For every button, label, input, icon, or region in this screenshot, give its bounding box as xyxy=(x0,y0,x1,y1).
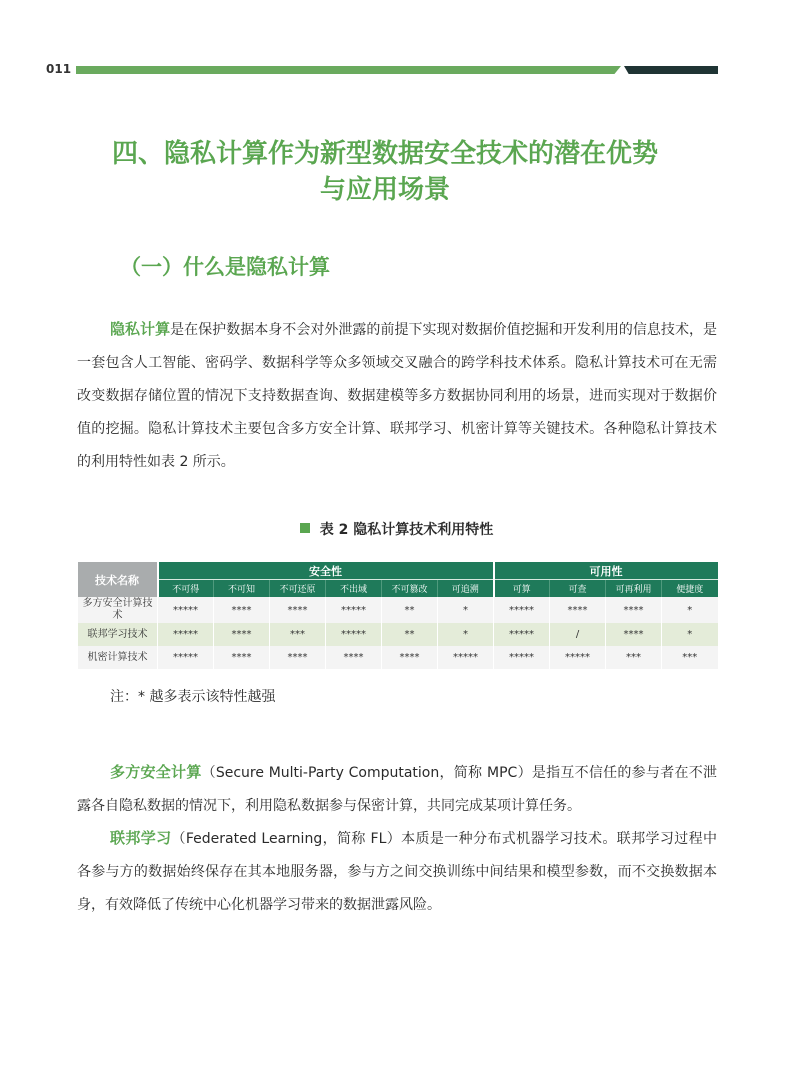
table-cell: **** xyxy=(214,646,270,669)
table-cell: *** xyxy=(606,646,662,669)
table-row xyxy=(78,623,718,646)
intro-term: 隐私计算 xyxy=(110,320,171,338)
table-cell: ***** xyxy=(326,623,382,646)
intro-paragraph xyxy=(77,313,717,479)
col-header-name: 技术名称 xyxy=(78,562,158,597)
table-cell: * xyxy=(438,623,494,646)
table-caption xyxy=(0,519,793,539)
col-header: 便捷度 xyxy=(662,580,718,598)
table-cell: **** xyxy=(270,597,326,623)
col-header: 不可篡改 xyxy=(382,580,438,598)
table-cell: ***** xyxy=(158,646,214,669)
table-cell: * xyxy=(662,597,718,623)
fl-text: （Federated Learning，简称 FL）本质是一种分布式机器学习技术。联邦学习过程中各参与方的数据始终保存在其本地服务器，参与方之间交换训练中间结果和模型参数，而不交换数据本身，有效降低了传统中心化机器学习带来的数据泄露风险。 xyxy=(77,831,717,913)
col-header: 不出域 xyxy=(326,580,382,598)
table-cell: *** xyxy=(662,646,718,669)
intro-text: 是在保护数据本身不会对外泄露的前提下实现对数据价值挖掘和开发利用的信息技术，是一套包含人工智能、密码学、数据科学等众多领域交叉融合的跨学科技术体系。隐私计算技术可在无需改变数据存储位置的情况下支持数据查询、数据建模等多方数据协同利用的场景，进而实现对于数据价值的挖掘。隐私计算技术主要包含多方安全计算、联邦学习、机密计算等关键技术。各种隐私计算技术的利用特性如表 2 所示。 xyxy=(77,322,717,470)
col-header: 可追溯 xyxy=(438,580,494,598)
table-cell: ** xyxy=(382,623,438,646)
chapter-title-line2: 与应用场景 xyxy=(319,175,450,205)
table-cell: * xyxy=(662,623,718,646)
mpc-text: （Secure Multi-Party Computation，简称 MPC）是指互不信任的参与者在不泄露各自隐私数据的情况下，利用隐私数据参与保密计算，共同完成某项计算任务。 xyxy=(77,765,717,814)
table-row xyxy=(78,646,718,669)
table-cell: ***** xyxy=(494,597,550,623)
mpc-paragraph xyxy=(77,756,717,823)
table-note: 注：* 越多表示该特性越强 xyxy=(110,689,276,705)
table-cell: **** xyxy=(270,646,326,669)
table-cell: ***** xyxy=(494,623,550,646)
table-cell: ***** xyxy=(438,646,494,669)
group-header-usability: 可用性 xyxy=(494,562,718,580)
header-bar-green xyxy=(76,66,621,74)
col-header: 不可知 xyxy=(214,580,270,598)
privacy-tech-table xyxy=(77,562,718,669)
page-number: 011 xyxy=(46,62,72,76)
table-cell: ***** xyxy=(326,597,382,623)
table-cell: **** xyxy=(214,623,270,646)
section-title: （一）什么是隐私计算 xyxy=(120,255,330,279)
mpc-term: 多方安全计算 xyxy=(110,763,202,781)
fl-paragraph xyxy=(77,822,717,922)
table-cell: **** xyxy=(550,597,606,623)
table-cell: / xyxy=(550,623,606,646)
group-header-security: 安全性 xyxy=(158,562,494,580)
table-row xyxy=(78,597,718,623)
col-header: 不可得 xyxy=(158,580,214,598)
row-name: 多方安全计算技术 xyxy=(78,597,158,623)
table-cell: **** xyxy=(606,623,662,646)
chapter-title-line1: 四、隐私计算作为新型数据安全技术的潜在优势 xyxy=(111,139,658,169)
chapter-title xyxy=(60,136,710,208)
table-cell: ** xyxy=(382,597,438,623)
col-header: 可算 xyxy=(494,580,550,598)
table-cell: ***** xyxy=(550,646,606,669)
table-caption-text: 表 2 隐私计算技术利用特性 xyxy=(319,522,494,538)
table-cell: **** xyxy=(606,597,662,623)
table-cell: * xyxy=(438,597,494,623)
table-cell: ***** xyxy=(158,623,214,646)
row-name: 联邦学习技术 xyxy=(78,623,158,646)
table-cell: **** xyxy=(326,646,382,669)
table-cell: *** xyxy=(270,623,326,646)
table-cell: **** xyxy=(382,646,438,669)
table-cell: **** xyxy=(214,597,270,623)
col-header: 可再利用 xyxy=(606,580,662,598)
col-header: 不可还原 xyxy=(270,580,326,598)
caption-square-icon xyxy=(300,523,310,533)
table-cell: ***** xyxy=(158,597,214,623)
col-header: 可查 xyxy=(550,580,606,598)
fl-term: 联邦学习 xyxy=(110,829,172,847)
row-name: 机密计算技术 xyxy=(78,646,158,669)
table-cell: ***** xyxy=(494,646,550,669)
header-bar-dark xyxy=(624,66,718,74)
